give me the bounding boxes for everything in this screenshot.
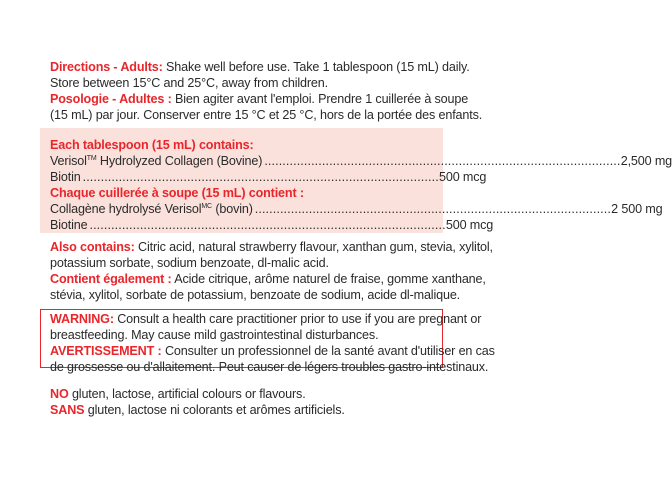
ingredient-amount: 500 mcg (445, 218, 494, 232)
ingredient-amount: 2,500 mg (620, 154, 672, 168)
directions-fr-heading: Posologie - Adultes : (50, 92, 172, 106)
ingredients-section (50, 137, 672, 233)
also-en-line1 (50, 239, 493, 255)
directions-fr-line1 (50, 91, 469, 107)
warning-en-heading: WARNING: (50, 312, 114, 326)
trademark-mark: MC (201, 203, 212, 210)
warning-fr-text1: Consulter un professionnel de la santé avant d'utiliser en cas (164, 344, 495, 358)
free-from-en-line (50, 386, 440, 402)
leader-dots (89, 217, 443, 233)
ingredient-row (50, 217, 494, 233)
directions-en-heading: Directions - Adults: (50, 60, 163, 74)
also-fr-line2: stévia, xylitol, sorbate de potassium, benzoate de sodium, acide dl-malique. (50, 288, 461, 302)
leader-dots (255, 201, 609, 217)
ingredient-name: Biotine (50, 218, 88, 232)
leader-dots (264, 153, 618, 169)
free-from-en-text: gluten, lactose, artificial colours or flavours. (71, 387, 306, 401)
ingredient-row (50, 201, 663, 217)
directions-en-line1 (50, 59, 470, 75)
warning-section (50, 311, 495, 375)
ingredient-name-rest: (bovin) (211, 202, 253, 216)
also-en-heading: Also contains: (50, 240, 135, 254)
also-en-line2: potassium sorbate, sodium benzoate, dl-malic acid. (50, 256, 329, 270)
warning-fr-line2: de grossesse ou d'allaitement. Peut causer de légers troubles gastro-intestinaux. (50, 360, 489, 374)
directions-fr-text1: Bien agiter avant l'emploi. Prendre 1 cuillerée à soupe (175, 92, 469, 106)
free-from-fr-line (50, 402, 440, 418)
also-en-text1: Citric acid, natural strawberry flavour, xanthan gum, stevia, xylitol, (138, 240, 493, 254)
directions-fr-line2: (15 mL) par jour. Conserver entre 15 °C et 25 °C, hors de la portée des enfants. (50, 108, 483, 122)
ingredient-name: Collagène hydrolysé Verisol (50, 202, 202, 216)
ingredients-en-heading: Each tablespoon (15 mL) contains: (50, 138, 254, 152)
warning-fr-line1 (50, 343, 495, 359)
free-from-en-heading: NO (50, 387, 69, 401)
warning-en-text1: Consult a health care practitioner prior to use if you are pregnant or (117, 312, 482, 326)
warning-fr-heading: AVERTISSEMENT : (50, 344, 162, 358)
ingredient-name-rest: Hydrolyzed Collagen (Bovine) (96, 154, 263, 168)
directions-en-text1: Shake well before use. Take 1 tablespoon (15 mL) daily. (166, 60, 470, 74)
trademark-mark: TM (86, 155, 97, 162)
ingredient-amount: 2 500 mg (611, 202, 663, 216)
free-from-section (50, 386, 440, 418)
ingredient-amount: 500 mcg (439, 170, 487, 184)
ingredient-name: Biotin (50, 170, 81, 184)
ingredients-fr-heading: Chaque cuillerée à soupe (15 mL) contient : (50, 186, 304, 200)
free-from-fr-text: gluten, lactose ni colorants et arômes artificiels. (87, 403, 345, 417)
warning-en-line2: breastfeeding. May cause mild gastrointestinal disturbances. (50, 328, 379, 342)
also-contains-section (50, 239, 493, 303)
ingredient-row (50, 169, 487, 185)
ingredient-name: Verisol (50, 154, 87, 168)
directions-section (50, 59, 483, 123)
also-fr-heading: Contient également : (50, 272, 172, 286)
ingredient-row (50, 153, 672, 169)
free-from-fr-heading: SANS (50, 403, 85, 417)
warning-en-line1 (50, 311, 482, 327)
directions-en-line2: Store between 15°C and 25°C, away from children. (50, 76, 328, 90)
also-fr-text1: Acide citrique, arôme naturel de fraise, gomme xanthane, (174, 272, 486, 286)
leader-dots (83, 169, 437, 185)
also-fr-line1 (50, 271, 486, 287)
